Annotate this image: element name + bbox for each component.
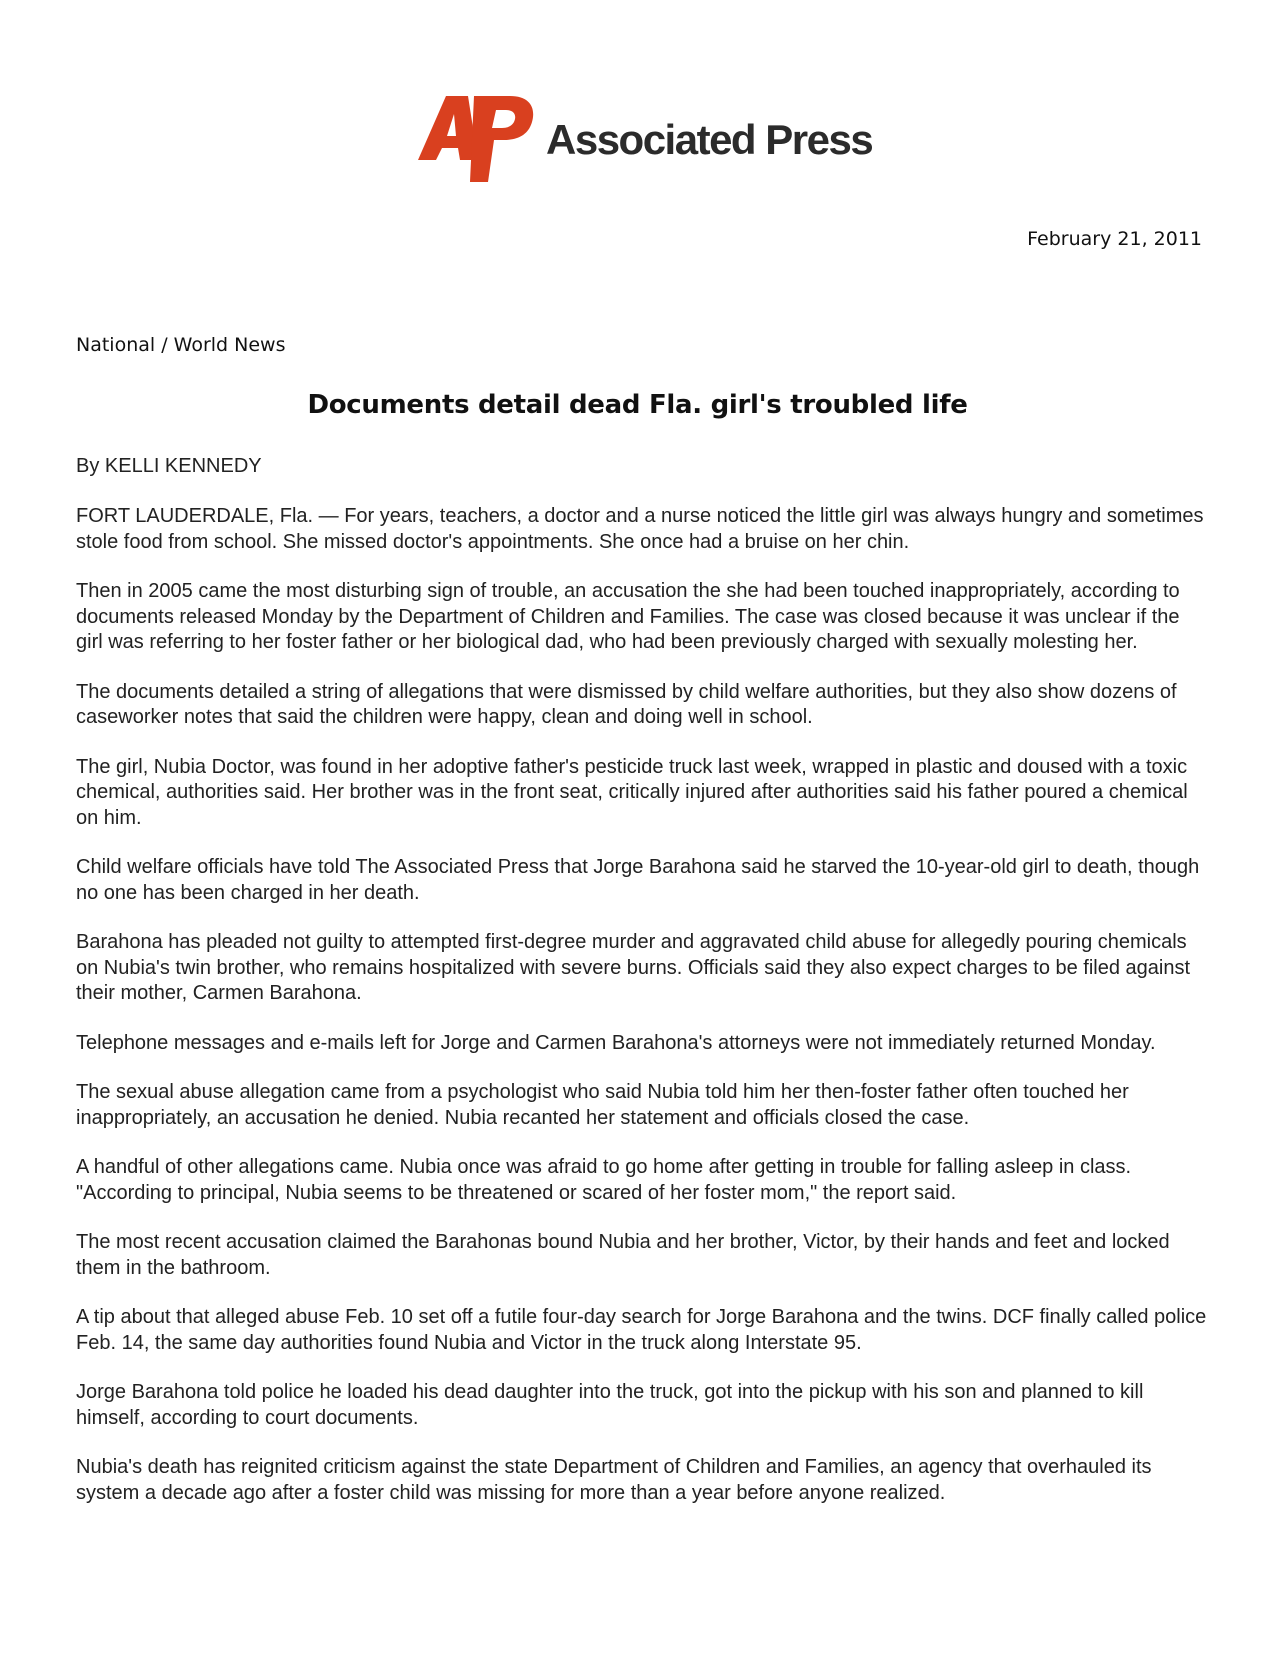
article-paragraph: Nubia's death has reignited criticism against the state Department of Children and Families, an agency that overhauled its system a decade ago after a foster child was missing for more than a year before anyone realized. — [76, 1456, 1152, 1504]
article-paragraph: The most recent accusation claimed the Barahonas bound Nubia and her brother, Victor, by their hands and feet and locked them in the bathroom. — [76, 1231, 1170, 1279]
article-paragraph: A tip about that alleged abuse Feb. 10 set off a futile four-day search for Jorge Barahona and the twins. DCF finally called police Feb. 14, the same day authorities found Nubia and Victor in the truck along Interstate 95. — [76, 1306, 1207, 1354]
article-paragraph: Telephone messages and e-mails left for Jorge and Carmen Barahona's attorneys were not immediately returned Monday. — [76, 1031, 1156, 1054]
article-paragraph: Then in 2005 came the most disturbing sign of trouble, an accusation the she had been touched inappropriately, according to documents released Monday by the Department of Children and Families. The case was closed because it was unclear if the girl was referring to her foster father or her biological dad, who had been previously charged with sexually molesting her. — [76, 580, 1180, 653]
publication-date: February 21, 2011 — [1027, 228, 1202, 250]
article-byline: By KELLI KENNEDY — [76, 455, 262, 477]
ap-logo-wordmark: Associated Press — [546, 116, 873, 163]
article-body — [76, 504, 1211, 1530]
news-section-label: National / World News — [76, 334, 286, 356]
article-headline: Documents detail dead Fla. girl's troubled life — [307, 390, 968, 420]
article-paragraph: Jorge Barahona told police he loaded his dead daughter into the truck, got into the pickup with his son and planned to kill himself, according to court documents. — [76, 1381, 1144, 1429]
article-paragraph: The documents detailed a string of allegations that were dismissed by child welfare authorities, but they also show dozens of caseworker notes that said the children were happy, clean and doing well in school. — [76, 680, 1177, 728]
article-paragraph: A handful of other allegations came. Nubia once was afraid to go home after getting in trouble for falling asleep in class. "According to principal, Nubia seems to be threatened or scared of her foster mom," the report said. — [76, 1156, 1132, 1204]
article-paragraph: Child welfare officials have told The Associated Press that Jorge Barahona said he starved the 10-year-old girl to death, though no one has been charged in her death. — [76, 856, 1200, 904]
article-paragraph: Barahona has pleaded not guilty to attempted first-degree murder and aggravated child abuse for allegedly pouring chemicals on Nubia's twin brother, who remains hospitalized with severe burns. Officials said they also expect charges to be filed against their mother, Carmen Barahona. — [76, 931, 1191, 1004]
article-paragraph: The girl, Nubia Doctor, was found in her adoptive father's pesticide truck last week, wrapped in plastic and doused with a toxic chemical, authorities said. Her brother was in the front seat, critically injured after authorities said his father poured a chemical on him. — [76, 755, 1188, 829]
article-paragraph: FORT LAUDERDALE, Fla. — For years, teachers, a doctor and a nurse noticed the little girl was always hungry and sometimes stole food from school. She missed doctor's appointments. She once had a bruise on her chin. — [76, 505, 1204, 553]
ap-logo-mark-icon — [418, 94, 538, 184]
article-paragraph: The sexual abuse allegation came from a psychologist who said Nubia told him her then-foster father often touched her inappropriately, an accusation he denied. Nubia recanted her statement and officials closed the case. — [76, 1081, 1129, 1129]
ap-logo — [418, 94, 888, 184]
